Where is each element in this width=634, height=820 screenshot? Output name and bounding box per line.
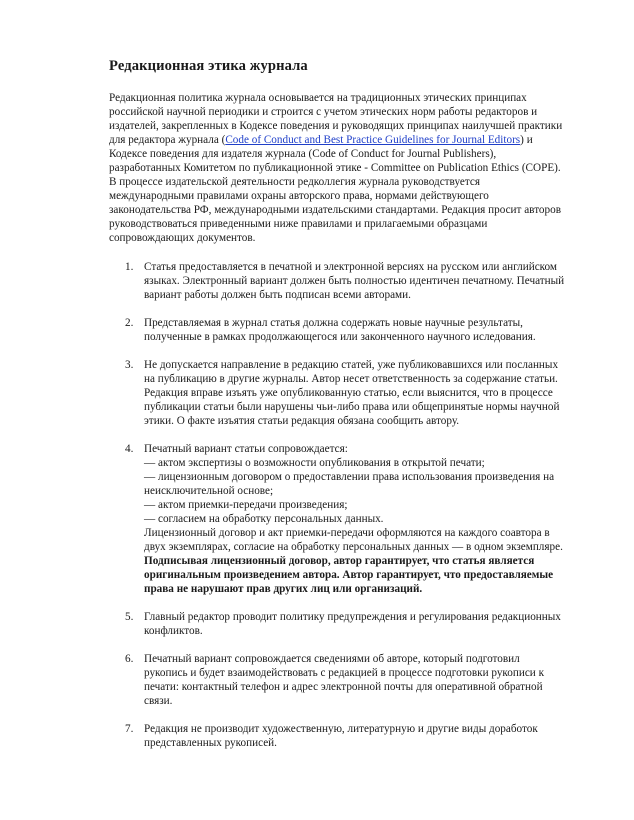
item-text: Представляемая в журнал статья должна содержать новые научные результаты, полученные в рамках продолжающегося или законченного научного иследования. bbox=[144, 317, 536, 343]
list-item bbox=[109, 260, 565, 302]
license-plain-text: Лицензионный договор и акт приемки-передачи оформляются на каждого соавтора в двух экземплярах, согласие на обработку персональных данных — в одном экземпляре. bbox=[144, 527, 563, 553]
page-title: Редакционная этика журнала bbox=[109, 58, 308, 74]
item-number: 2. bbox=[125, 317, 134, 329]
subitem: — лицензионным договором о предоставлении права использования произведения на неисключительной основе; bbox=[144, 471, 555, 497]
intro-text-after-link: ) и Кодексе поведения для издателя журнала (Code of Conduct for Journal Publishers), разработанных Комитетом по публикационной этике - Committee on Publication Ethics (COPE). В процессе издательской деятельности редколлегия журнала руководствуется международными правилами охраны авторского права, нормами действующего законодательства РФ, международными издательскими стандартами. Редакция просит авторов руководствоваться приведенными ниже правилами и прилагаемыми образцами сопровождающих документов. bbox=[109, 134, 561, 244]
intro-paragraph bbox=[109, 91, 565, 245]
intro-text-before-link: Редакционная политика журнала основывается на традиционных этических принципах российской научной периодики и строится с учетом этических норм работы редакторов и издателей, закрепленных в Кодексе поведения и руководящих принципах наилучшей практики для редактора журнала ( bbox=[109, 92, 563, 146]
item-number: 7. bbox=[125, 723, 134, 735]
license-paragraph bbox=[144, 526, 565, 596]
subitem: — согласием на обработку персональных данных. bbox=[144, 513, 384, 525]
license-guarantee-text: Подписывая лицензионный договор, автор гарантирует, что статья является оригинальным произведением автора. Автор гарантирует, что предоставляемые права не нарушают прав других лиц или организаций. bbox=[144, 555, 554, 595]
item-text: Не допускается направление в редакцию статей, уже публиковавшихся или посланных на публикацию в другие журналы. Автор несет ответственность за содержание статьи. Редакция вправе изъять уже опубликованную статью, если выяснится, что в процессе публикации статьи были нарушены чьи-либо права или общепринятые нормы научной этики. О факте изъятия статьи редакция обязана сообщить автору. bbox=[144, 359, 560, 427]
subitem: — актом экспертизы о возможности опубликования в открытой печати; bbox=[144, 457, 485, 469]
document-page bbox=[109, 57, 565, 764]
list-item bbox=[109, 316, 565, 344]
item-number: 3. bbox=[125, 359, 134, 371]
cope-guidelines-link[interactable]: Code of Conduct and Best Practice Guidelines for Journal Editors bbox=[225, 134, 521, 146]
item-number: 1. bbox=[125, 261, 134, 273]
item-number: 5. bbox=[125, 611, 134, 623]
list-item bbox=[109, 610, 565, 638]
item-text: Печатный вариант сопровождается сведениями об авторе, который подготовил рукопись и будет взаимодействовать с редакцией в процессе подготовки рукописи к печати: контактный телефон и адрес электронной почты для оперативной обратной связи. bbox=[144, 653, 545, 707]
list-item bbox=[109, 652, 565, 708]
rules-list bbox=[109, 260, 565, 750]
list-item bbox=[109, 722, 565, 750]
list-item bbox=[109, 442, 565, 596]
item-text: Статья предоставляется в печатной и электронной версиях на русском или английском языках. Электронный вариант должен быть полностью идентичен печатному. Печатный вариант работы должен быть подписан всеми авторами. bbox=[144, 261, 565, 301]
list-item bbox=[109, 358, 565, 428]
item-text: Редакция не производит художественную, литературную и другие виды доработок представленных рукописей. bbox=[144, 723, 538, 749]
item-heading: Печатный вариант статьи сопровождается: bbox=[144, 443, 348, 455]
item-text: Главный редактор проводит политику предупреждения и регулирования редакционных конфликтов. bbox=[144, 611, 561, 637]
item-number: 6. bbox=[125, 653, 134, 665]
item-number: 4. bbox=[125, 443, 134, 455]
subitem: — актом приемки-передачи произведения; bbox=[144, 499, 348, 511]
